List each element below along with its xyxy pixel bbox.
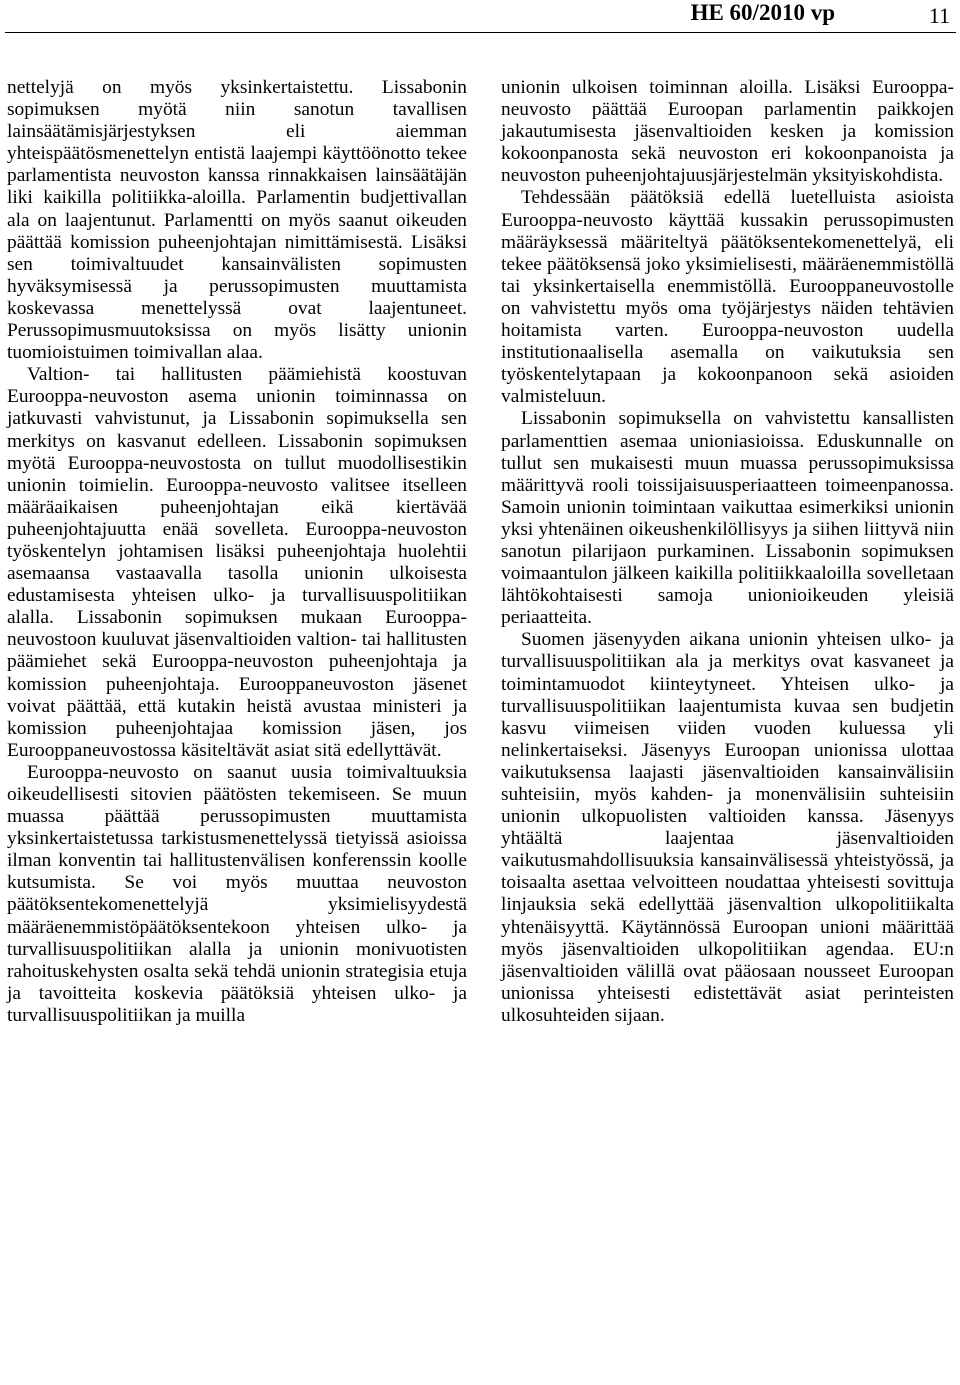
paragraph: Valtion- tai hallitusten päämiehistä koostuvan Eurooppa-neuvoston asema unionin toiminnassa on jatkuvasti vahvistunut, ja Lissabonin sopimuksella sen merkitys on kasvanut edelleen. Lissabonin sopimuksen myötä Eurooppa-neuvostosta on tullut muodollisestikin unionin toimielin. Eurooppa-neuvosto valitsee itselleen määräaikaisen puheenjohtajan eikä kiertävää puheenjohtajuutta enää sovelleta. Eurooppa-neuvoston työskentelyn johtamisen lisäksi puheenjohtaja huolehtii asemaansa vastaavalla tasolla unionin ulkoisesta edustamisesta yhteisen ulko- ja turvallisuuspolitiikan alalla. Lissabonin sopimuksen mukaan Eurooppa-neuvostoon kuuluvat jäsenvaltioiden valtion- tai hallitusten päämiehet sekä Eurooppa-neuvoston puheenjohtaja ja komission puheenjohtaja. Eurooppaneuvoston jäsenet voivat päättää, että kutakin heistä avustaa ministeri ja komission puheenjohtajaa komission jäsen, jos Eurooppaneuvostossa käsiteltävät asiat sitä edellyttävät.: [7, 364, 467, 761]
left-column: [7, 77, 467, 1027]
header-rule: [5, 32, 956, 33]
paragraph: Lissabonin sopimuksella on vahvistettu kansallisten parlamenttien asemaa unioniasioissa. Eduskunnalle on tullut sen mukaisesti muun muassa perussopimuksissa määrittyvä rooli toissijaisuusperiaatteen toimeenpanossa. Samoin unionin toimintaan vaikuttaa esimerkiksi unionin yksi yhtenäinen oikeushenkilöllisyys ja siihen liittyvä niin sanotun pilarijaon purkaminen. Lissabonin sopimuksen voimaantulon jälkeen kaikilla politiikkaaloilla sovelletaan lähtökohtaisesti samoja unionioikeuden yleisiä periaatteita.: [501, 408, 954, 629]
right-column: [501, 77, 954, 1027]
paragraph: Eurooppa-neuvosto on saanut uusia toimivaltuuksia oikeudellisesti sitovien päätösten tekemiseen. Se muun muassa päättää perussopimusten muuttamista yksinkertaistetussa tarkistusmenettelyssä tietyissä asioissa ilman konventin tai hallitustenvälisen konferenssin koolle kutsumista. Se voi myös muuttaa neuvoston päätöksentekomenettelyjä yksimielisyydestä määräenemmistöpäätöksentekoon yhteisen ulko- ja turvallisuuspolitiikan alalla ja unionin monivuotisten rahoituskehysten osalta sekä tehdä unionin strategisia etuja ja tavoitteita koskevia päätöksiä yhteisen ulko- ja turvallisuuspolitiikan ja muilla: [7, 761, 467, 1026]
paragraph: unionin ulkoisen toiminnan aloilla. Lisäksi Eurooppa-neuvosto päättää Euroopan parlamentin paikkojen jakautumisesta jäsenvaltioiden kesken ja komission kokoonpanosta sekä neuvoston eri kokoonpanoista ja neuvoston puheenjohtajuusjärjestelmän yksityiskohdista.: [501, 77, 954, 187]
document-id: HE 60/2010 vp: [690, 0, 835, 25]
paragraph: Tehdessään päätöksiä edellä luetelluista asioista Eurooppa-neuvosto käyttää kussakin perussopimusten määräyksessä määriteltyä päätöksentekomenettelyä, eli tekee päätöksensä joko yksimielisesti, määräenemmistöllä tai yksinkertaisella enemmistöllä. Eurooppaneuvostolle on vahvistettu myös oma työjärjestys näiden tehtävien hoitamista varten. Eurooppa-neuvoston uudella institutionaalisella asemalla on vaikutuksia sen työskentelytapaan ja kokoonpanoon sekä asioiden valmisteluun.: [501, 187, 954, 408]
paragraph: nettelyjä on myös yksinkertaistettu. Lissabonin sopimuksen myötä niin sanotun tavallisen lainsäätämisjärjestyksen eli aiemman yhteispäätösmenettelyn entistä laajempi käyttöönotto tekee parlamentista neuvoston kanssa rinnakkaisen lainsäätäjän liki kaikilla politiikka-aloilla. Parlamentin budjettivallan ala on laajentunut. Parlamentti on myös saanut oikeuden päättää komission puheenjohtajan nimittämisestä. Lisäksi sen toimivaltuudet kansainvälisten sopimusten hyväksymisessä ja perussopimusten muuttamista koskevassa menettelyssä ovat laajentuneet. Perussopimusmuutoksissa on myös lisätty unionin tuomioistuimen toimivallan alaa.: [7, 77, 467, 364]
page-header: [0, 0, 960, 34]
page-number: 11: [928, 3, 950, 28]
paragraph: Suomen jäsenyyden aikana unionin yhteisen ulko- ja turvallisuuspolitiikan ala ja merkitys ovat kasvaneet ja toimintamuodot kiinteytyneet. Yhteisen ulko- ja turvallisuuspolitiikan laajentumista kuvaa sen budjetin kasvu viimeisen viiden vuoden kuluessa yli nelinkertaiseksi. Jäsenyys Euroopan unionissa ulottaa vaikutuksensa laajasti jäsenvaltioiden kansainvälisiin suhteisiin, myös kahden- ja monenvälisiin suhteisiin unionin ulkopuolisten valtioiden kanssa. Jäsenyys yhtäältä laajentaa jäsenvaltioiden vaikutusmahdollisuuksia kansainvälisessä yhteistyössä, ja toisaalta asettaa velvoitteen noudattaa yhteisesti sovittuja linjauksia sekä edellyttää jäsenvaltion ulkopolitiikalta yhtenäisyyttä. Käytännössä Euroopan unioni määrittää myös jäsenvaltioiden ulkopolitiikan agendaa. EU:n jäsenvaltioiden välillä ovat pääosaan nousseet Euroopan unionissa yhteisesti edistettävät asiat perinteisten ulkosuhteiden sijaan.: [501, 629, 954, 1026]
